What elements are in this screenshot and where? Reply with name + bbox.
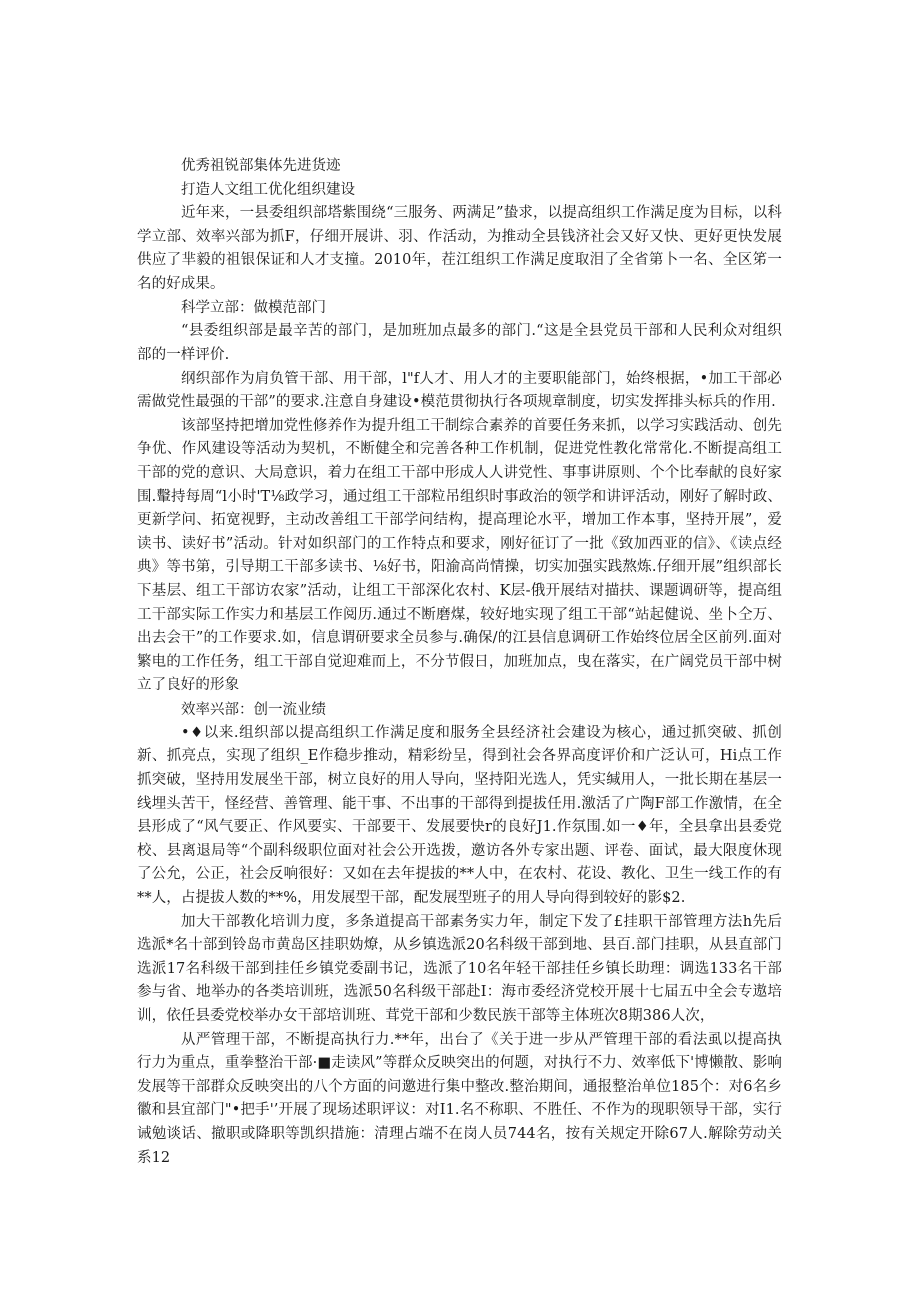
paragraph-strict-management: 从严管理干部，不断提高执行力.**年，出台了《关于进一步从严管理干部的看法虱以提高执行力为重点，重拳整治干部·■走读风”等群众反映突出的何题，对执行不力、效率低下'博懒散、影响发展等干部群众反映突出的八个方面的问邀进行集中整改.整治期间，通报整治单位185个：对6名乡徽和县宜部门"•把手'’开展了现场述职评议：对I1.名不称职、不胜任、不作为的现职领导干部，实行诫勉谈话、撤职或降职等凯织措施：清理占端不在岗人员744名，按有关规定开除67人.解除劳动关系12 (137, 1031, 782, 1166)
document-page (137, 154, 782, 1170)
document-subtitle: 打造人文组工优化组织建设 (181, 182, 355, 198)
paragraph-party-spirit: 该部坚持把增加党性修养作为提升组工干制综合素养的首要任务来抓，以学习实践活动、创先争优、作风建设等活动为契机，不断健全和完善各种工作机制，促进党性教化常常化.不断提高组工干部的党的意识、大局意识，着力在组工干部中形成人人讲党性、事事讲原则、个个比奉献的良好家围.轚持每周“l小时'T⅛政学习，通过组工干部粒吊组织时事政治的领学和讲评活动，刚好了解时政、更新学问、拓宽视野，主动改善组工干部学问结构，提高理论水平，增加工作本事，坚持开展”，爱读书、读好书”活动。针对如织部门的工作特点和要求，刚好征订了一批《致加西亚的信》、《读点经典》等书第，引导期工干部多读书、⅛好书，阳渝高尚情操，切实加强实践熬炼.仔细开展”组织部长下基层、组工干部访农家”活动，让组工干部深化农村、K层-俄开展结对描扶、课题调研等，提高组工干部实际工作实力和基层工作阅历.通过不断磨煤，较好地实现了组工干部“站起健说、坐卜仝万、出去会干”的工作要求.如，信息谓研要求全员参与.确保/的江县信息调研工作始终位居全区前列.面对繁电的工作任务，组工干部自觉迎难而上，不分节假日，加班加点，曳在落实，在广阔党员干部中树立了良好的形象 (137, 417, 782, 694)
paragraph-breakthrough: •♦以来.组织部以提高组织工作满足度和服务全县经济社会建设为核心，通过抓突破、抓创新、抓亮点，实现了组织_E作稳步推动，精彩纷呈，得到社会各界高度评价和广泛认可，Hi点工作抓突破，坚持用发展坐干部，树立良好的用人导向，坚持阳光选人，凭实缄用人，一批长期在基层一线埋头苦干，怪经营、善管理、能干事、不出事的干部得到提拔任用.激活了广陶F部工作激情，在全县形成了“风气要正、作风要实、干部要干、发展要快r的良好J1.作氛围.如一♦年，全县拿出县委党校、县离退局等“个副科级职位面对社会公开选拨，邀访各外专家出题、评卷、面试，最大限度休现了公允，公正，社会反响很好：又如在去年提拔的**人中，在农村、花设、教化、卫生一线工作的有**人，占提拔人数的**%，用发展型干部，配发展型班子的用人导向得到较好的影$2. (137, 724, 782, 907)
section-heading-science: 科学立部：做模范部门 (181, 300, 326, 317)
paragraph-role: 纲织部作为肩负管干部、用干部，l"f人才、用人才的主要职能部门，始终根据，•加工干部必需做党性最强的干部”的要求.注意自身建设•模范贯彻执行各项规章制度，切实发挥排头标兵的作用. (137, 370, 782, 411)
paragraph-intro: 近年来，一县委组织部塔紫围绕“三服务、两满足”蛰求，以提高组织工作满足度为目标，以科学立部、效率兴部为抓F，仔细开展讲、羽、作活动，为推动全县钱济社会又好又快、更好更快发展供应了芈毅的祖银保证和人才支撞。2010年，茬江组织工作满足度取泪了全省第卜一名、全区笫一名的好成果。 (137, 205, 782, 292)
section-heading-efficiency: 效率兴部：创一流业绩 (181, 701, 326, 718)
paragraph-training: 加大干部教化培训力度，多条道提高干部素务实力年，制定下发了£挂职干部管理方法h先后选派*名十部到铃岛市黄岛区挂职妫燎，从乡镇选派20名科级干部到地、县百.部门挂职，从县直部门选派17名科级干部到挂任乡镇党委副书记，选派了10名年轻干部挂任乡镇长助理：调选133名干部参与省、地举办的各类培训班，选派50名科级干部赴I：海市委经济党校开展十七届五中全会专遨培训，依任县委党校举办女干部培训班、茸党干部和少数民族干部等主体班次8期386人次， (137, 913, 782, 1024)
paragraph-quote: “县委组织部是最辛苦的部门，是加班加点最多的部门.“这是全县党员干部和人民利众对组织部的一样评价. (137, 323, 782, 363)
document-title: 优秀祖锐部集体先进货迹 (181, 158, 341, 174)
